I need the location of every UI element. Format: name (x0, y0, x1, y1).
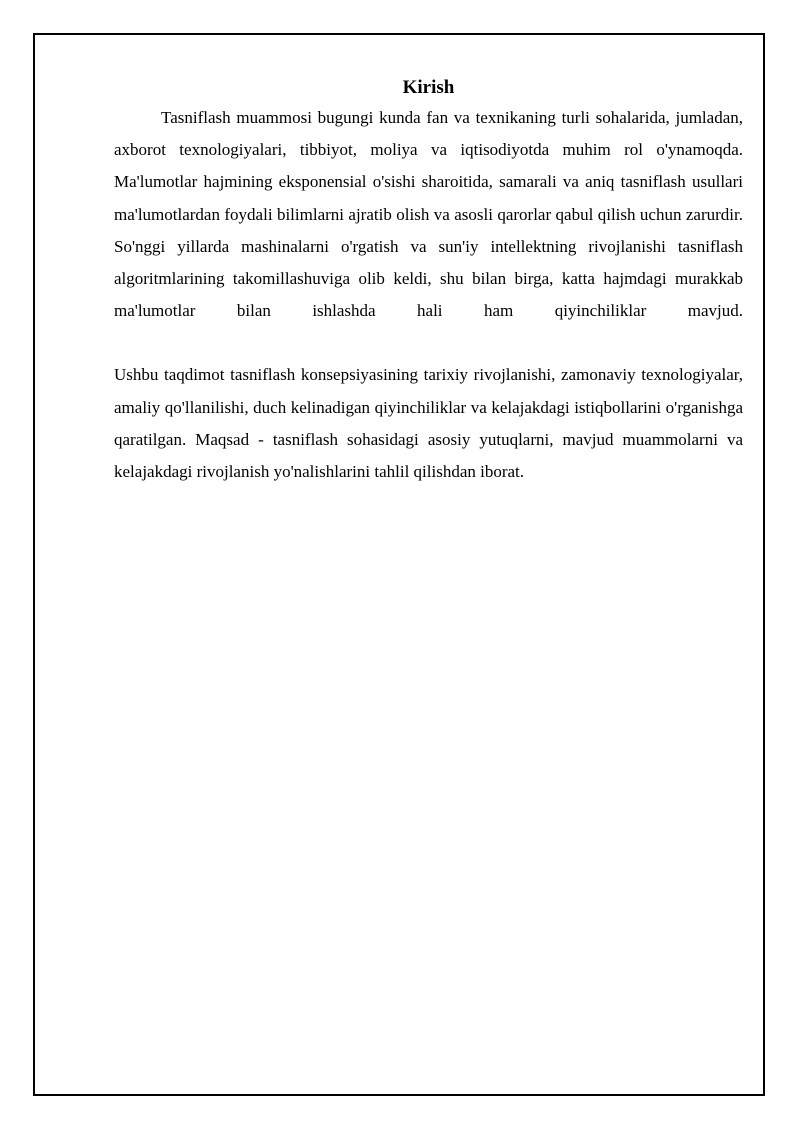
paragraph-spacer (114, 327, 743, 359)
document-body (114, 74, 743, 488)
intro-paragraph-2: Ushbu taqdimot tasniflash konsepsiyasining tarixiy rivojlanishi, zamonaviy texnologiyalar, amaliy qo'llanilishi, duch kelinadigan qiyinchiliklar va kelajakdagi istiqbollarini o'rganishga qaratilgan. Maqsad - tasniflash sohasidagi asosiy yutuqlarni, mavjud muammolarni va kelajakdagi rivojlanish yo'nalishlarini tahlil qilishdan iborat. (114, 365, 743, 482)
document-title: Kirish (402, 77, 455, 98)
intro-paragraph-1: Tasniflash muammosi bugungi kunda fan va texnikaning turli sohalarida, jumladan, axborot texnologiyalari, tibbiyot, moliya va iqtisodiyotda muhim rol o'ynamoqda. Ma'lumotlar hajmining eksponensial o'sishi sharoitida, samarali va aniq tasniflash usullari ma'lumotlardan foydali bilimlarni ajratib olish va asosli qarorlar qabul qilish uchun zarurdir. So'nggi yillarda mashinalarni o'rgatish va sun'iy intellektning rivojlanishi tasniflash algoritmlarining takomillashuviga olib keldi, shu bilan birga, katta hajmdagi murakkab ma'lumotlar bilan ishlashda hali ham qiyinchiliklar mavjud. (114, 108, 743, 321)
